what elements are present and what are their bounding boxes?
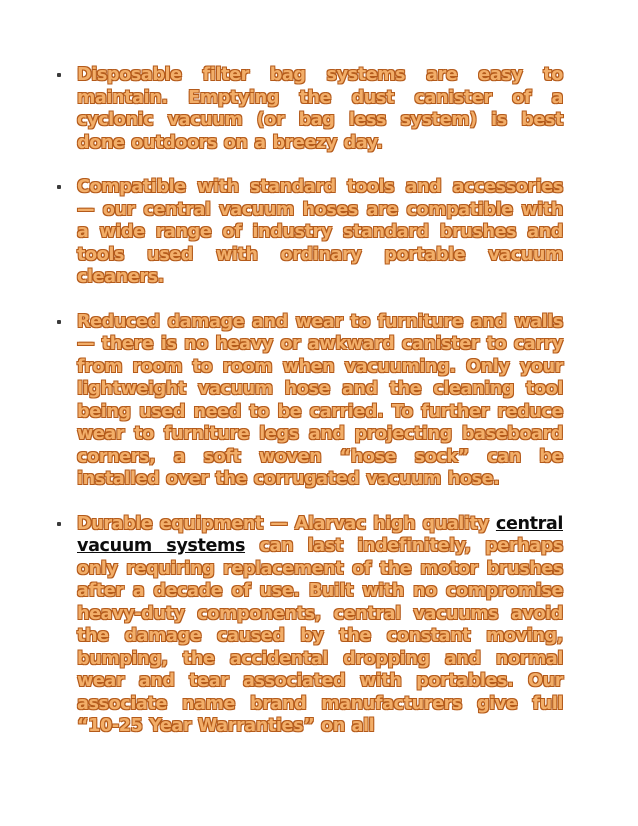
- list-item: [0, 513, 563, 738]
- bullet-icon: [57, 185, 61, 189]
- list-item-text: Compatible with standard tools and accessories — our central vacuum hoses are compatible with a wide range of industry standard brushes and tools used with ordinary portable vacuum cleaners.: [77, 177, 563, 287]
- text-segment: Durable equipment — Alarvac high quality: [77, 513, 496, 534]
- bullet-icon: [57, 522, 61, 526]
- list-item: [0, 176, 563, 289]
- feature-list: [0, 64, 638, 760]
- list-item-text: Disposable filter bag systems are easy to maintain. Emptying the dust canister of a cyclonic vacuum (or bag less system) is best done outdoors on a breezy day.: [77, 65, 563, 153]
- list-item: [0, 311, 563, 491]
- bullet-icon: [57, 320, 61, 324]
- list-item-text: [77, 513, 563, 738]
- list-item-text: Reduced damage and wear to furniture and walls — there is no heavy or awkward canister to carry from room to room when vacuuming. Only your lightweight vacuum hose and the cleaning tool being used need to be carried. To further reduce wear to furniture legs and projecting baseboard corners, a soft woven “hose sock” can be installed over the corrugated vacuum hose.: [77, 311, 563, 489]
- central-vacuum-systems-link[interactable]: central vacuum systems: [77, 513, 563, 556]
- text-segment: can last indefinitely, perhaps only requiring replacement of the motor brushes after a decade of use. Built with no compromise heavy-duty components, central vacuums avoid the damage caused by the constant moving, bumping, the accidental dropping and normal wear and tear associated with portables. Our associate name brand manufacturers give full “10-25 Year Warranties” on all: [77, 536, 563, 736]
- bullet-icon: [57, 73, 61, 77]
- list-item: [0, 64, 563, 154]
